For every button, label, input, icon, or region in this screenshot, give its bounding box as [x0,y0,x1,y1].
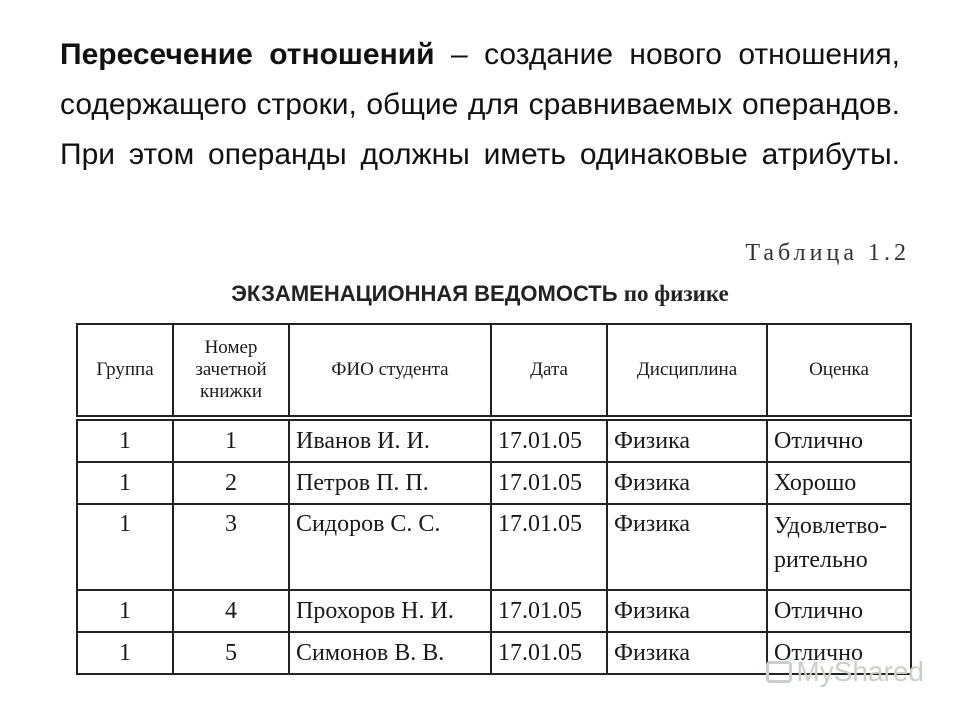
cell-grade: Отлично [767,418,911,462]
header-discipline: Дисциплина [607,324,767,418]
myshared-watermark [766,656,924,688]
definition-term: Пересечение отношений [60,38,435,71]
header-date: Дата [491,324,607,418]
cell-date: 17.01.05 [491,504,607,590]
cell-grade: Отлично [767,590,911,632]
header-student-name: ФИО студента [289,324,491,418]
cell-discipline: Физика [607,462,767,504]
cell-record-book: 2 [173,462,289,504]
cell-discipline: Физика [607,632,767,674]
cell-date: 17.01.05 [491,590,607,632]
exam-results-table [76,323,912,675]
cell-record-book: 4 [173,590,289,632]
header-record-book: Номер зачетной книжки [173,324,289,418]
cell-student-name: Иванов И. И. [289,418,491,462]
header-group: Группа [77,324,173,418]
cell-date: 17.01.05 [491,462,607,504]
table-caption: Таблица 1.2 [745,240,910,266]
cell-record-book: 3 [173,504,289,590]
cell-group: 1 [77,462,173,504]
header-grade: Оценка [767,324,911,418]
cell-student-name: Симонов В. В. [289,632,491,674]
cell-group: 1 [77,418,173,462]
cell-student-name: Петров П. П. [289,462,491,504]
cell-student-name: Прохоров Н. И. [289,590,491,632]
cell-record-book: 5 [173,632,289,674]
cell-grade: Удовлетво-рительно [767,504,911,590]
cell-grade: Хорошо [767,462,911,504]
table-header-row [77,324,911,418]
table-row [77,462,911,504]
cell-student-name: Сидоров С. С. [289,504,491,590]
table-title [0,281,960,307]
cell-discipline: Физика [607,590,767,632]
cell-group: 1 [77,504,173,590]
definition-paragraph [60,30,900,180]
cell-grade: Отлично [767,632,911,674]
cell-group: 1 [77,590,173,632]
cell-record-book: 1 [173,418,289,462]
cell-discipline: Физика [607,504,767,590]
table-row [77,504,911,590]
cell-discipline: Физика [607,418,767,462]
cell-date: 17.01.05 [491,632,607,674]
table-title-main: ЭКЗАМЕНАЦИОННАЯ ВЕДОМОСТЬ [231,281,618,306]
cell-date: 17.01.05 [491,418,607,462]
cell-group: 1 [77,632,173,674]
watermark-text: MyShared [796,656,924,687]
myshared-logo-icon [766,661,792,683]
table-row [77,418,911,462]
table-title-subject: по физике [623,281,729,306]
definition-text: – создание нового отношения, содержащего строки, общие для сравниваемых операндов. При этом операнды должны иметь одинаковые атрибуты. [60,38,900,171]
table-row [77,590,911,632]
